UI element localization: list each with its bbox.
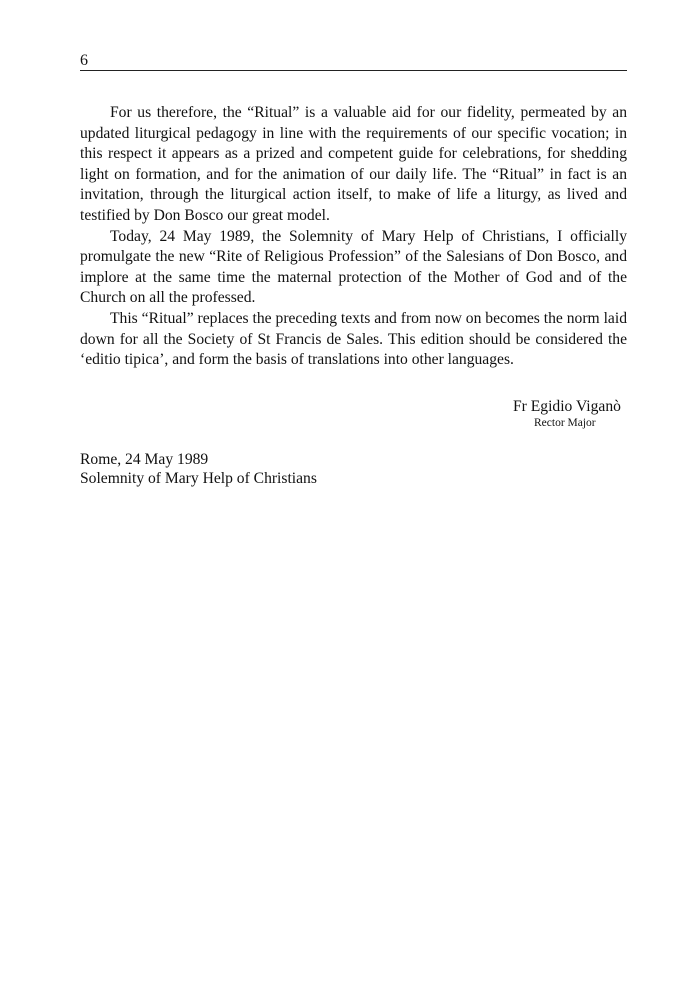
dateline [80,451,317,488]
dateline-occasion: Solemnity of Mary Help of Christians [80,469,317,487]
signature-name: Fr Egidio Viganò [513,398,621,415]
paragraph-editio-tipica: This “Ritual” replaces the preceding texts and from now on becomes the norm laid down for all the Society of St Francis de Sales. This edition should be considered the ‘editio tipica’, and form the basis of translations into other languages. [80,309,627,369]
paragraph-promulgation: Today, 24 May 1989, the Solemnity of Mary Help of Christians, I officially promulgate the new “Rite of Religious Profession” of the Salesians of Don Bosco, and implore at the same time the maternal protection of the Mother of God and of the Church on all the professed. [80,227,627,307]
body-text [80,103,627,371]
header-rule [80,70,627,71]
page-number: 6 [80,52,88,69]
dateline-place-date: Rome, 24 May 1989 [80,451,209,468]
signature-title: Rector Major [534,417,596,429]
paragraph-ritual-aid: For us therefore, the “Ritual” is a valuable aid for our fidelity, permeated by an updated liturgical pedagogy in line with the requirements of our specific vocation; in this respect it appears as a prized and competent guide for celebrations, for shedding light on formation, and for the animation of our daily life. The “Ritual” in fact is an invitation, through the liturgical action itself, to make of life a liturgy, as lived and testified by Don Bosco our great model. [80,104,627,224]
